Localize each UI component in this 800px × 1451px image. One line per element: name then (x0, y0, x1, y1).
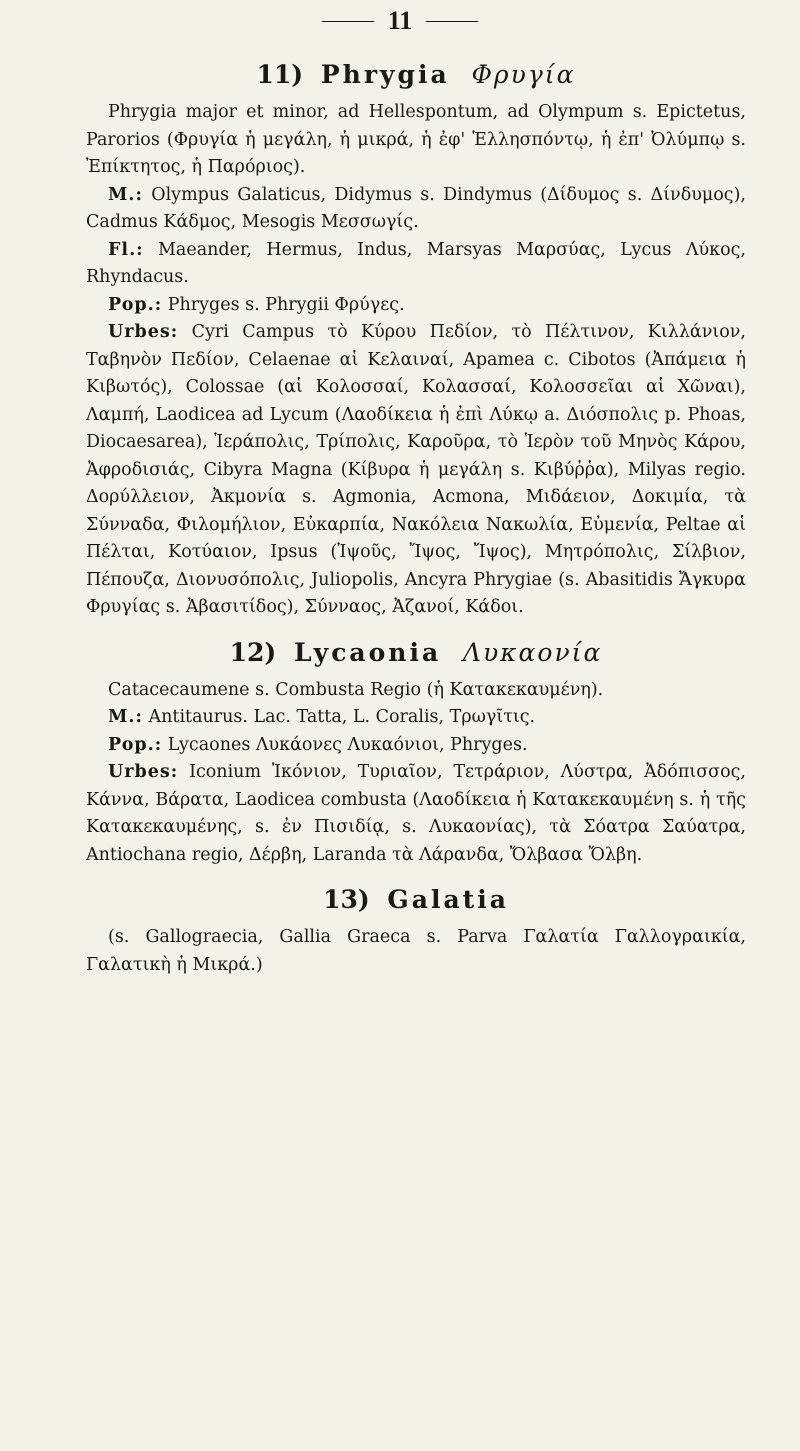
page-content (86, 60, 746, 995)
paragraph-intro (86, 924, 746, 979)
page-header (0, 6, 800, 36)
paragraph-intro (86, 677, 746, 705)
paragraph-label: Fl.: (108, 239, 144, 260)
paragraph-text: Catacecaumene s. Combusta Regio (ἡ Κατακεκαυμένη). (108, 679, 604, 700)
paragraph-populi (86, 292, 746, 320)
section-title-greek: Λυκαονία (462, 637, 603, 667)
paragraph-text: Iconium Ἰκόνιον, Τυριαῖον, Τετράριον, Λύστρα, Ἀδόπισσος, Κάννα, Βάρατα, Laodicea combusta (Λαοδίκεια ἡ Κατακεκαυμένη s. ἡ τῆς Κατακεκαυμένης, s. ἐν Πισιδίᾳ, s. Λυκαονίας), τὰ Σόατρα Σαύατρα, Antiochana regio, Δέρβη, Laranda τὰ Λάρανδα, Ὄλβασα Ὄλβη. (86, 762, 746, 865)
paragraph-text: Antitaurus. Lac. Tatta, L. Coralis, Τρωγῖτις. (148, 707, 536, 727)
section-number: 11) (256, 60, 304, 89)
paragraph-urbes (86, 759, 746, 869)
section-title-greek: Φρυγία (471, 60, 576, 89)
paragraph-text: Phrygia major et minor, ad Hellespontum, ad Olympum s. Epictetus, Parorios (Φρυγία ἡ μεγάλη, ἡ μικρά, ἡ ἐφ' Ἑλλησπόντῳ, ἡ ἐπ' Ὀλύμπῳ s. Ἐπίκτητος, ἡ Παρόριος). (86, 102, 746, 177)
section-title (86, 60, 746, 89)
section-number: 13) (323, 885, 370, 914)
paragraph-flumina (86, 237, 746, 292)
section-lycaonia (86, 638, 746, 870)
section-title-latin: Lycaonia (293, 637, 442, 667)
section-number: 12) (229, 637, 277, 667)
section-title-latin: Galatia (387, 885, 509, 914)
paragraph-label: Pop.: (108, 294, 163, 315)
paragraph-text: Phryges s. Phrygii Φρύγες. (167, 294, 405, 315)
paragraph-text: Cyri Campus τὸ Κύρου Πεδίον, τὸ Πέλτινον, Κιλλάνιον, Ταβηνὸν Πεδίον, Celaenae αἱ Κελαιναί, Apamea c. Cibotos (Ἀπάμεια ἡ Κιβωτός), Colossae (αἱ Κολοσσαί, Κολασσαί, Κολοσσεῖαι αἱ Χῶναι), Λαμπή, Laodicea ad Lycum (Λαοδίκεια ἡ ἐπὶ Λύκῳ a. Διόσπολις p. Phoas, Diocaesarea), Ἱεράπολις, Τρίπολις, Καροῦρα, τὸ Ἱερὸν τοῦ Μηνὸς Κάρου, Ἀφροδισιάς, Cibyra Magna (Κίβυρα ἡ μεγάλη s. Κιβύῤῥα), Milyas regio. Δορύλλειον, Ἀκμονία s. Agmonia, Acmona, Μιδάειον, Δοκιμία, τὰ Σύνναδα, Φιλομήλιον, Εὐκαρπία, Νακόλεια Νακωλία, Εὐμενία, Peltae αἱ Πέλται, Κοτύαιον, Ipsus (Ἰψοῦς, Ἴψος, Ἴψος), Μητρόπολις, Σίλβιον, Πέπουζα, Διονυσόπολις, Juliopolis, Ancyra Phrygiae (s. Abasitidis Ἄγκυρα Φρυγίας s. Ἀβασιτίδος), Σύνναος, Ἀζανοί, Κάδοι. (86, 322, 746, 617)
header-rule-left (322, 21, 374, 22)
paragraph-text: Lycaones Λυκάονες Λυκαόνιοι, Phryges. (167, 734, 528, 755)
section-phrygia (86, 60, 746, 622)
paragraph-populi (86, 732, 746, 760)
section-title (86, 638, 746, 667)
paragraph-label: M.: (108, 707, 143, 727)
paragraph-montes (86, 182, 746, 237)
paragraph-label: Urbes: (108, 322, 179, 342)
paragraph-text: Maeander, Hermus, Indus, Marsyas Μαρσύας, Lycus Λύκος, Rhyndacus. (86, 239, 746, 287)
section-galatia (86, 885, 746, 979)
paragraph-intro (86, 99, 746, 182)
paragraph-label: M.: (108, 184, 143, 205)
paragraph-montes (86, 704, 746, 732)
page-number: 11 (387, 6, 413, 35)
paragraph-text: (s. Gallograecia, Gallia Graeca s. Parva Γαλατία Γαλλογραικία, Γαλατικὴ ἡ Μικρά.) (86, 927, 746, 975)
paragraph-label: Urbes: (108, 762, 179, 782)
section-title (86, 885, 746, 914)
section-title-latin: Phrygia (320, 60, 450, 89)
paragraph-text: Olympus Galaticus, Didymus s. Dindymus (Δίδυμος s. Δίνδυμος), Cadmus Κάδμος, Mesogis Μεσσωγίς. (86, 184, 746, 232)
header-rule-right (426, 21, 478, 22)
paragraph-label: Pop.: (108, 734, 163, 755)
paragraph-urbes (86, 319, 746, 622)
